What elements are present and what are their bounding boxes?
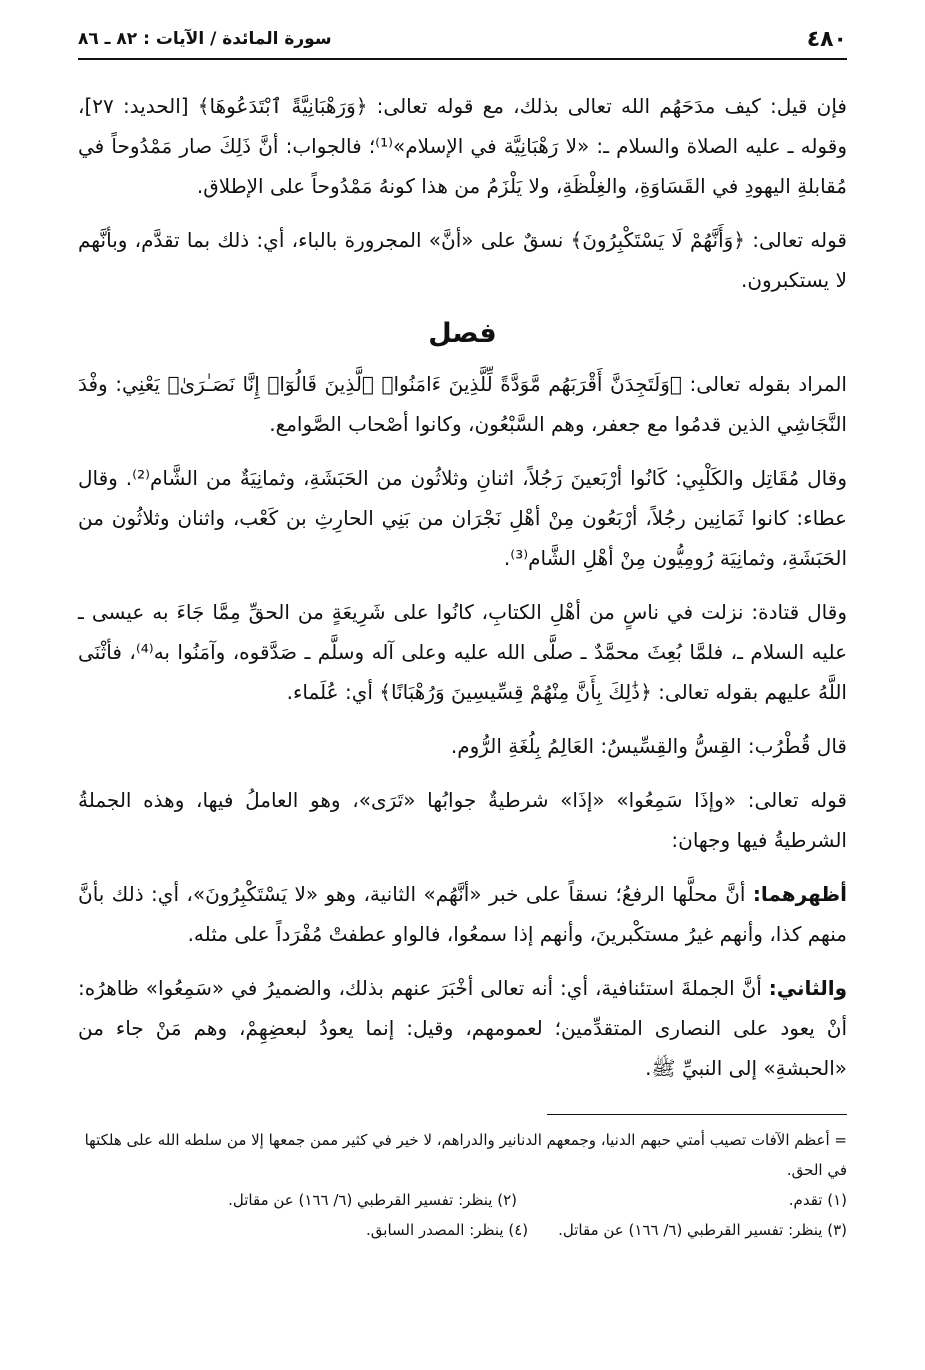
paragraph-6: قال قُطْرُب: القِسُّ والقِسِّيسُ: العَالِمُ بِلُغَةِ الرُّوم. xyxy=(450,734,847,758)
footnotes xyxy=(78,1125,847,1245)
point-second-text: أنَّ الجملةَ استئنافية، أي: أنه تعالى أخْبَرَ عنهم بذلك، والضميرُ في «سَمِعُوا» ظاهرُه: أنْ يعود على النصارى المتقدِّمين؛ لعمومهم، وقيل: إنما يعودُ لبعضِهِمْ، وهم مَنْ جاء من «الحبشةِ» إلى النبيِّ ﷺ. xyxy=(78,976,847,1080)
paragraph-1: فإن قيل: كيف مدَحَهُم الله تعالى بذلك، مع قوله تعالى: ﴿وَرَهْبَانِيَّةً ٱبْتَدَعُوهَا﴾ [الحديد: ٢٧]، وقوله ـ عليه الصلاة والسلام ـ: «لا رَهْبَانِيَّة في الإسلام»⁽¹⁾؛ فالجواب: أنَّ ذَلِكَ صار مَمْدُوحاً في مُقابلةِ اليهودِ في القَسَاوَةِ، والغِلْظَةِ، ولا يَلْزَمُ من هذا كونهُ مَمْدُوحاً على الإطلاق. xyxy=(78,94,847,198)
footnote-row-2 xyxy=(78,1215,847,1245)
footnote-3: (٣) ينظر: تفسير القرطبي (٦/ ١٦٦) عن مقاتل. xyxy=(558,1221,847,1239)
section-title: سورة المائدة / الآيات : ٨٢ ـ ٨٦ xyxy=(78,29,332,49)
paragraph-7: قوله تعالى: «وإذَا سَمِعُوا» «إذَا» شرطيةٌ جوابُها «تَرَى»، وهو العاملُ فيها، وهذه الجملةُ الشرطيةُ فيها وجهان: xyxy=(78,788,847,852)
paragraph-2: قوله تعالى: ﴿وَأَنَّهُمْ لَا يَسْتَكْبِرُونَ﴾ نسقٌ على «أنَّ» المجرورة بالباء، أي: ذلك بما تقدَّم، وبأنَّهم لا يستكبرون. xyxy=(78,228,847,292)
point-first-lead: أظهرهما: xyxy=(752,882,847,906)
footnote-rule xyxy=(547,1114,847,1115)
paragraph-4: وقال مُقَاتِل والكَلْبِي: كَانُوا أرْبَعينَ رَجُلاً، اثنانِ وثلاثُون من الحَبَشَةِ، وثمانِيَةٌ من الشَّام⁽²⁾. وقال عطاء: كانوا ثَمَانِين رجُلاً، أرْبَعُون مِنْ أهْلِ نَجْرَان من بَنِي الحارِثِ بن كَعْب، واثنان وثلاثُون من الحَبَشَةِ، وثمانِيَة رُومِيُّون مِنْ أهْلِ الشَّام⁽³⁾. xyxy=(78,466,847,570)
footnote-1: (١) تقدم. xyxy=(788,1191,847,1209)
footnote-row-1 xyxy=(78,1185,847,1215)
point-first xyxy=(78,874,847,954)
point-second xyxy=(78,968,847,1088)
paragraph-5: وقال قتادة: نزلت في ناسٍ من أهْلِ الكتابِ، كانُوا على شَرِيعَةٍ من الحقِّ مِمَّا جَاءَ به عيسى ـ عليه السلام ـ، فلمَّا بُعِثَ محمَّدٌ ـ صلَّى الله عليه وعلى آله وسلَّم ـ صَدَّقوه، وآمَنُوا به⁽⁴⁾، فأثْنَى اللَّهُ عليهم بقوله تعالى: ﴿ذَٰلِكَ بِأَنَّ مِنْهُمْ قِسِّيسِينَ وَرُهْبَانًا﴾ أي: عُلَماء. xyxy=(78,600,847,704)
point-second-lead: والثاني: xyxy=(768,976,847,1000)
footnote-continued: = أعظم الآفات تصيب أمتي حبهم الدنيا، وجمعهم الدنانير والدراهم، لا خير في كثير ممن جمعها إلا من سلطه الله على هلكتها في الحق. xyxy=(84,1131,847,1179)
section-heading: فصل xyxy=(428,318,497,349)
point-first-text: أنَّ محلَّها الرفعُ؛ نسقاً على خبر «أنَّهُم» الثانية، وهو «لا يَسْتَكْبِرُونَ»، أي: ذلك بأنَّ منهم كذا، وأنهم غيرُ مستكْبرينَ، وأنهم إذا سمعُوا، فالواو عطفتْ مُفْرَداً على مثله. xyxy=(78,882,847,946)
paragraph-3: المراد بقوله تعالى: ﴿وَلَتَجِدَنَّ أَقْرَبَهُم مَّوَدَّةً لِّلَّذِينَ ءَامَنُوا۟ ٱلَّذِينَ قَالُوٓا۟ إِنَّا نَصَـٰرَىٰ﴾ يَعْنِي: وفْدَ النَّجَاشِي الذين قدمُوا مع جعفر، وهم السَّبْعُون، وكانوا أصْحاب الصَّوامع. xyxy=(78,372,847,436)
running-head xyxy=(78,22,847,56)
header-rule xyxy=(78,58,847,60)
footnote-4: (٤) ينظر: المصدر السابق. xyxy=(366,1221,529,1239)
page-number: ٤٨٠ xyxy=(806,26,847,52)
footnote-2: (٢) ينظر: تفسير القرطبي (٦/ ١٦٦) عن مقاتل. xyxy=(228,1191,517,1209)
